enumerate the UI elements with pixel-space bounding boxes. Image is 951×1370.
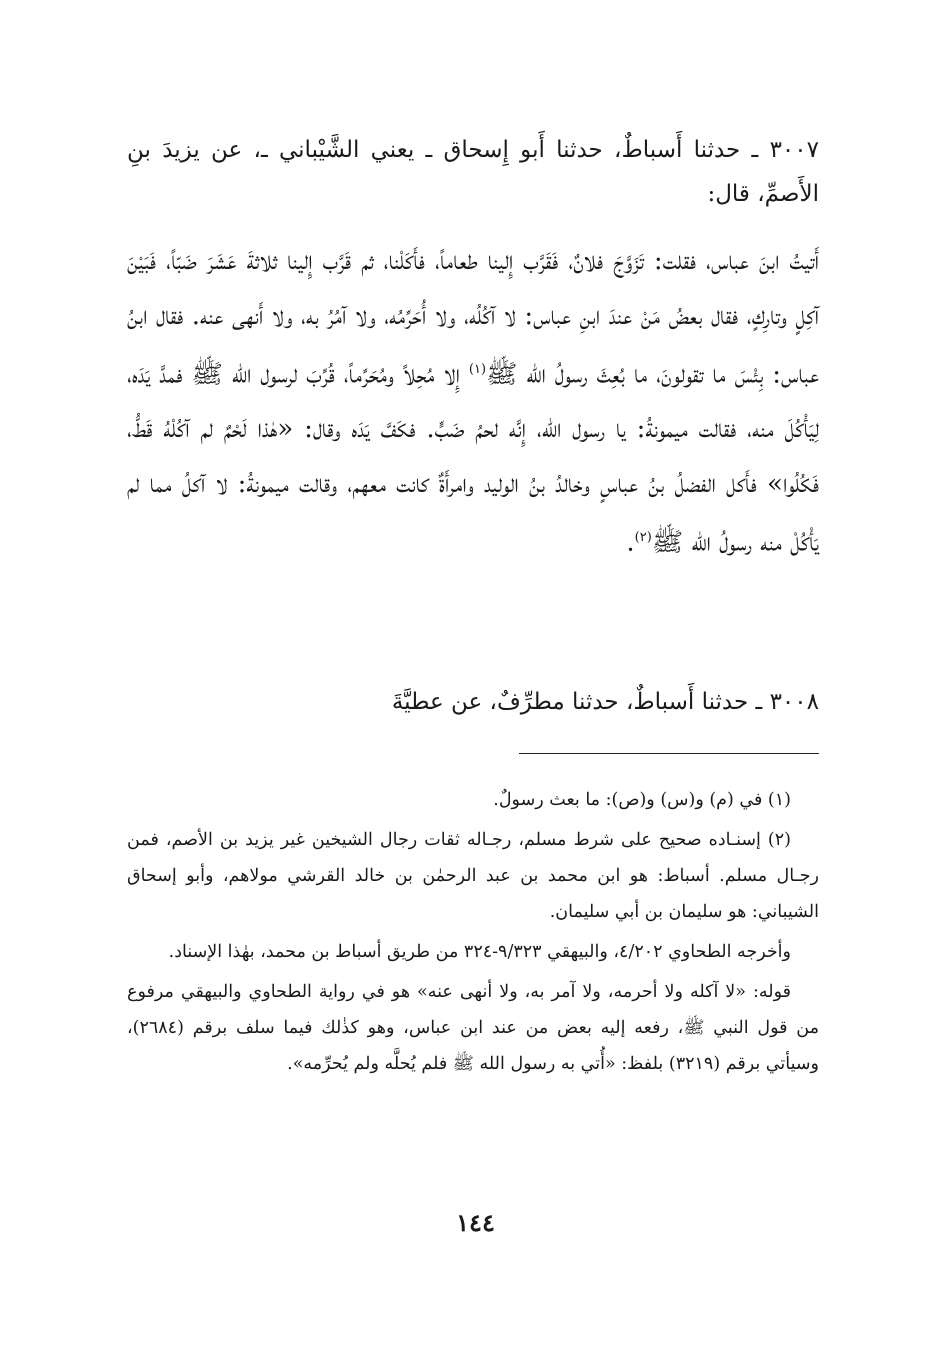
footnote-ref-1: (١) [468, 362, 487, 377]
footnotes-section [127, 782, 819, 1086]
page-number: ١٤٤ [456, 1208, 495, 1237]
hadith-3007-body-text-2: إِلا مُحِلاً ومُحَرِّماً، قُرِّبَ لرسول الله ﷺ فمدَّ يَدَه، لِيَأْكُلَ منه، فقالت ميمونةُ: يا رسول الله، إِنَّه لحمُ ضَبٍّ. فكَفَّ يَدَه وقال: «هٰذا لَحْمٌ لم آكُلْهُ قَطُّ، فَكُلُوا» فأَكل الفضلُ بنُ عباسٍ وخالدُ بنُ الوليد وامرأَةٌ كانت معهم، وقالت ميمونةُ: لا آكلُ مما لم يَأْكُلْ منه رسولُ الله ﷺ [127, 359, 819, 558]
hadith-3007-header-text: ٣٠٠٧ ـ حدثنا أَسباطٌ، حدثنا أَبو إِسحاق ـ يعني الشَّيْباني ـ، عن يزيدَ بنِ الأَصمِّ، قال: [127, 137, 819, 207]
hadith-3007-body-text: أَتيتُ ابنَ عباس، فقلت: تَزَوَّجَ فلانٌ، فَقَرَّب إِلينا طعاماً، فأَكَلْنا، ثم قَرَّب إِلينا ثلاثةَ عَشَرَ ضَبّاً، فَبَيْنَ آكِلٍ وتارِكٍ، فقال بعضُ مَنْ عندَ ابنِ عباس: لا آكُلُه، ولا أُحَرِّمُه، ولا آمُرُ به، ولا أَنهى عنه. فقال ابنُ عباس: بِئْسَ ما تقولونَ، ما بُعِثَ رسولُ الله ﷺ [127, 246, 820, 390]
hadith-3007-header [127, 128, 819, 216]
footnote-2-takhrij: وأخرجه الطحاوي ٤/٢٠٢، والبيهقي ٩/٣٢٣-٣٢٤ من طريق أسباط بن محمد، بهٰذا الإسناد. [168, 942, 791, 962]
hadith-3008-header [127, 680, 819, 724]
footnote-2-commentary: قوله: «لا آكله ولا أحرمه، ولا آمر به، ولا أنهى عنه» هو في رواية الطحاوي والبيهقي مرفوع من قول النبي ﷺ، رفعه إليه بعض من عند ابن عباس، وهو كذٰلك فيما سلف برقم (٢٦٨٤)، وسيأتي برقم (٣٢١٩) بلفظ: «أُتي به رسول الله ﷺ فلم يُحلَّه ولم يُحرِّمه». [127, 982, 819, 1074]
footnote-ref-2: (٢) [634, 530, 652, 546]
hadith-3007-body [127, 234, 819, 570]
footnote-divider [519, 753, 819, 754]
footnote-1: (١) في (م) و(س) و(ص): ما بعث رسولٌ. [493, 790, 791, 810]
footnote-2: (٢) إسنـاده صحيح على شرط مسلم، رجـاله ثقات رجال الشيخين غير يزيد بن الأصم، فمن رجـال مسلم. أسباط: هو ابن محمد بن عبد الرحمٰن بن خالد القرشي مولاهم، وأبو إسحاق الشيباني: هو سليمان بن أبي سليمان. [127, 830, 819, 922]
hadith-3008-header-text: ٣٠٠٨ ـ حدثنا أَسباطٌ، حدثنا مطرِّفٌ، عن عطيَّةَ [391, 689, 819, 715]
hadith-3007-end: . [626, 527, 635, 558]
